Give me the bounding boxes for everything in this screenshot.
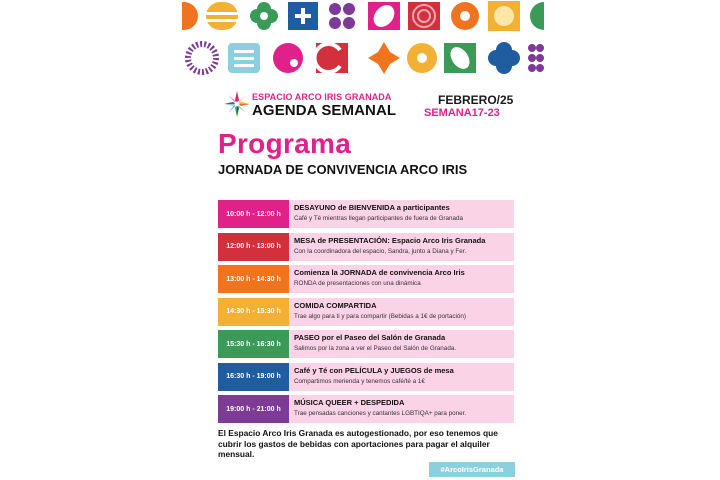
poster: [182, 0, 544, 480]
time-slot: 10:00 h - 12:00 h: [218, 200, 289, 228]
activity-box: [289, 233, 514, 261]
time-slot: 12:00 h - 13:00 h: [218, 233, 289, 261]
green-half-shape: [530, 2, 544, 30]
glow-circle: [494, 6, 514, 26]
activity-description: Trae algo para ti y para compartir (Bebidas a 1€ de portación): [294, 312, 466, 320]
s-shape-line: [234, 64, 254, 67]
activity-title: COMIDA COMPARTIDA: [294, 300, 377, 310]
activity-box: [289, 395, 514, 423]
time-slot: 13:00 h - 14:30 h: [218, 265, 289, 293]
activity-title: Café y Té con PELÍCULA y JUEGOS de mesa: [294, 365, 454, 375]
activity-box: [289, 330, 514, 358]
activity-title: MÚSICA QUEER + DESPEDIDA: [294, 398, 405, 407]
activity-description: Trae pensadas canciones y cantantes LGBTIQA+ para poner.: [294, 410, 467, 417]
schedule-row: [218, 330, 514, 358]
stripes-shape: [206, 2, 238, 30]
program-title: Programa: [218, 128, 352, 159]
schedule-row: [218, 265, 514, 293]
time-slot: 15:30 h - 16:30 h: [218, 330, 289, 358]
purple-dot: [528, 44, 536, 52]
purple-dot: [536, 44, 544, 52]
pattern-row-1: [182, 1, 544, 31]
pink-circle-shape: [273, 43, 303, 73]
brand-name: ESPACIO ARCO IRIS GRANADA: [252, 92, 392, 102]
quad-circle: [343, 3, 355, 15]
blue-flower-petal: [488, 50, 504, 66]
s-shape-line: [234, 57, 254, 60]
quad-circle: [329, 3, 341, 15]
decorative-pattern: [182, 0, 544, 80]
activity-description: Con la coordinadora del espacio, Sandra, junto a Diana y Fer.: [294, 247, 467, 255]
schedule-row: [218, 395, 514, 423]
activity-box: [289, 200, 514, 228]
activity-title: Comienza la JORNADA de convivencia Arco Iris: [294, 268, 465, 277]
activity-title: MESA de PRESENTACIÓN: Espacio Arco Iris Granada: [294, 235, 486, 245]
activity-box: [289, 265, 514, 293]
schedule-row: [218, 200, 514, 228]
schedule-row: [218, 233, 514, 261]
purple-dot: [528, 64, 536, 72]
activity-box: [289, 363, 514, 391]
agenda-title: AGENDA SEMANAL: [252, 102, 397, 119]
stripe-line: [206, 19, 238, 22]
program-subtitle: JORNADA DE CONVIVENCIA ARCO IRIS: [218, 162, 468, 177]
agenda-header: [182, 88, 544, 122]
self-funding-note: El Espacio Arco Iris Granada es autogestionado, por eso tenemos que cubrir los gastos de bebidas con aportaciones para pagar el alquiler mensual.: [218, 428, 498, 459]
activity-description: Compartimos merienda y tenemos café/té a 1€: [294, 377, 425, 385]
cross-bar: [295, 14, 311, 18]
month-label: FEBRERO/25: [438, 93, 514, 107]
week-label: SEMANA17-23: [424, 107, 500, 119]
blue-flower-petal: [504, 50, 520, 66]
schedule-row: [218, 298, 514, 326]
hashtag-badge: #ArcoIrisGranada: [429, 462, 515, 477]
pattern-row-2: [188, 42, 544, 74]
activity-box: [289, 298, 514, 326]
dot: [290, 59, 298, 67]
half-circle-shape: [182, 2, 198, 30]
flower-center: [417, 53, 427, 63]
schedule-row: [218, 363, 514, 391]
burst-center: [197, 53, 207, 63]
star-shape: [368, 42, 400, 74]
time-slot: 14:30 h - 15:30 h: [218, 298, 289, 326]
purple-dot: [536, 54, 544, 62]
quad-circle: [329, 17, 341, 29]
time-slot: 19:00 h - 21:00 h: [218, 395, 289, 423]
activity-title: DESAYUNO de BIENVENIDA a participantes: [294, 203, 450, 212]
purple-dot: [536, 64, 544, 72]
activity-description: Salimos por la zona a ver el Paseo del Salón de Granada.: [294, 345, 457, 352]
flower-center: [260, 12, 268, 20]
schedule-list: [218, 200, 514, 428]
time-slot: 16:30 h - 19:00 h: [218, 363, 289, 391]
sun-center: [460, 11, 470, 21]
quad-circle: [343, 17, 355, 29]
activity-description: Café y Té mientras llegan participantes de fuera de Granada: [294, 215, 463, 222]
s-shape-line: [234, 50, 254, 53]
stripe-line: [206, 12, 238, 15]
activity-title: PASEO por el Paseo del Salón de Granada: [294, 333, 446, 342]
purple-dot: [528, 54, 536, 62]
activity-description: RONDA de presentaciones con una dinámica: [294, 280, 421, 287]
rainbow-star-logo-icon: [224, 91, 250, 117]
